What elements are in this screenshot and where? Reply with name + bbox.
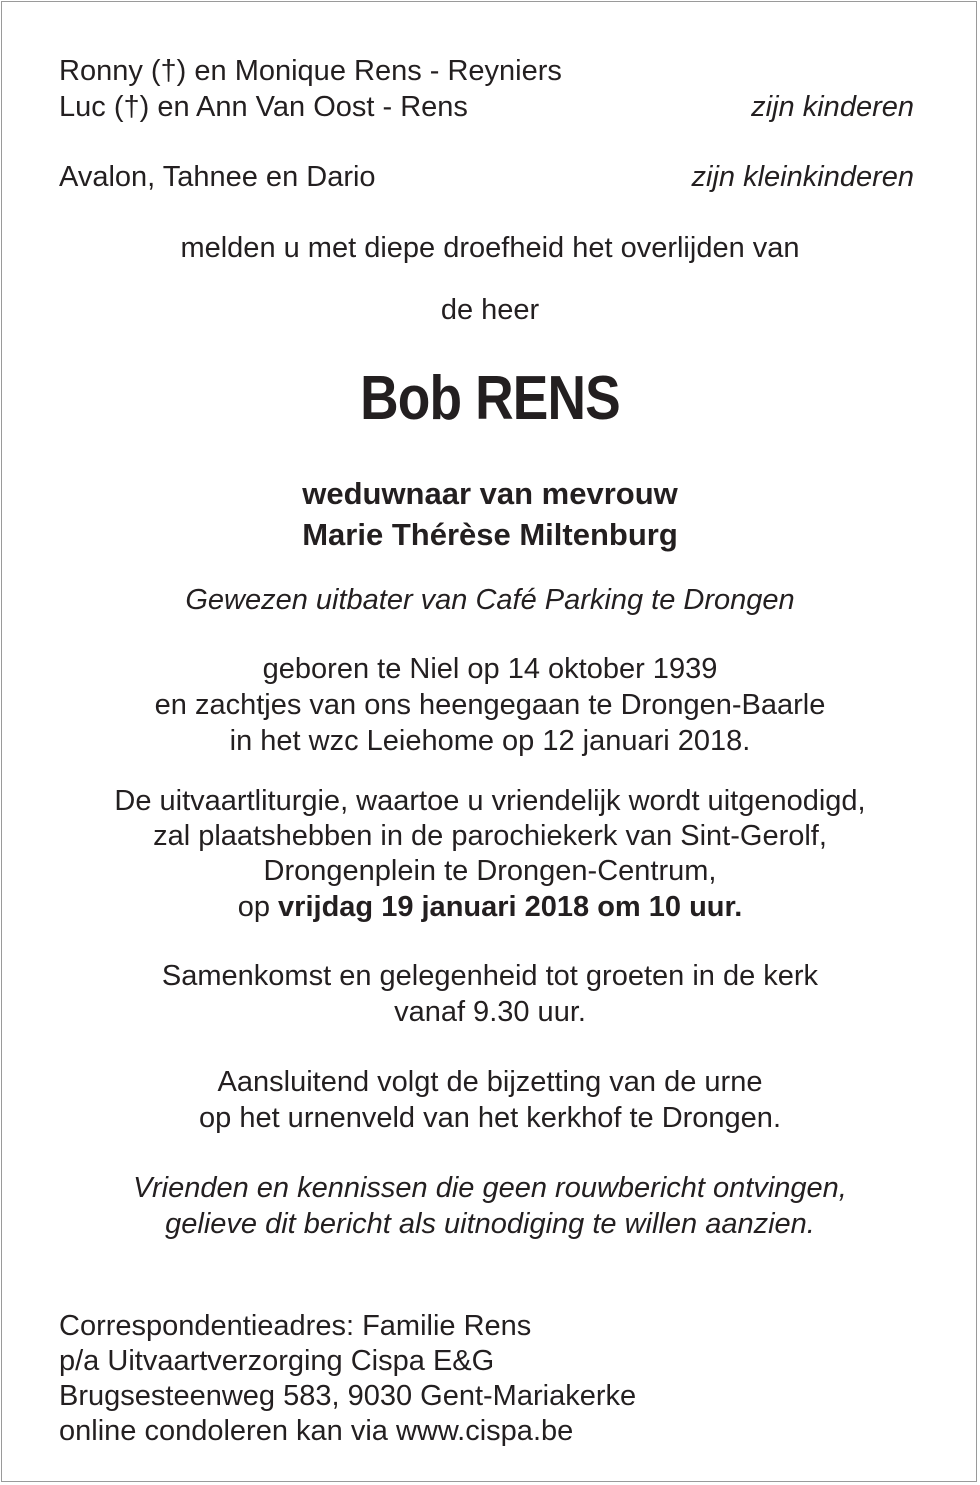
announcement-intro: melden u met diepe droefheid het overlijden van <box>180 232 800 264</box>
children-line-1: Ronny (†) en Monique Rens - Reyniers <box>59 55 562 87</box>
notice-line-1: Vrienden en kennissen die geen rouwbericht ontvingen, <box>133 1172 847 1204</box>
occupation: Gewezen uitbater van Café Parking te Drongen <box>185 584 795 616</box>
urn-line-1: Aansluitend volgt de bijzetting van de urne <box>217 1066 763 1098</box>
children-role: zijn kinderen <box>751 91 914 123</box>
correspondence-line-3: Brugsesteenweg 583, 9030 Gent-Mariakerke <box>59 1380 637 1412</box>
life-line-2: en zachtjes van ons heengegaan te Drongen-Baarle <box>154 689 826 721</box>
life-line-3: in het wzc Leiehome op 12 januari 2018. <box>229 725 751 757</box>
funeral-line-1: De uitvaartliturgie, waartoe u vriendelijk wordt uitgenodigd, <box>114 785 866 817</box>
widower-line-1: weduwnaar van mevrouw <box>302 476 678 511</box>
notice-line-2: gelieve dit bericht als uitnodiging te willen aanzien. <box>165 1208 815 1240</box>
gathering-line-2: vanaf 9.30 uur. <box>394 996 586 1028</box>
gathering-line-1: Samenkomst en gelegenheid tot groeten in de kerk <box>161 960 819 992</box>
funeral-date: vrijdag 19 januari 2018 om 10 uur. <box>278 891 743 923</box>
correspondence-line-2: p/a Uitvaartverzorging Cispa E&G <box>59 1345 495 1377</box>
grandchildren: Avalon, Tahnee en Dario <box>59 161 376 193</box>
deceased-name: Bob RENS <box>360 364 620 433</box>
correspondence-line-4: online condoleren kan via www.cispa.be <box>59 1415 574 1447</box>
widower-line-2: Marie Thérèse Miltenburg <box>302 517 678 552</box>
grandchildren-role: zijn kleinkinderen <box>691 161 914 193</box>
life-line-1: geboren te Niel op 14 oktober 1939 <box>262 653 718 685</box>
urn-line-2: op het urnenveld van het kerkhof te Drongen. <box>199 1102 781 1134</box>
funeral-date-prefix: op <box>237 891 279 923</box>
announcement-title: de heer <box>440 294 540 326</box>
funeral-line-2: zal plaatshebben in de parochiekerk van Sint-Gerolf, <box>153 820 827 852</box>
correspondence-line-1: Correspondentieadres: Familie Rens <box>59 1310 532 1342</box>
children-line-2: Luc (†) en Ann Van Oost - Rens <box>59 91 468 123</box>
funeral-line-4 <box>0 889 980 925</box>
funeral-line-3: Drongenplein te Drongen-Centrum, <box>263 855 717 887</box>
